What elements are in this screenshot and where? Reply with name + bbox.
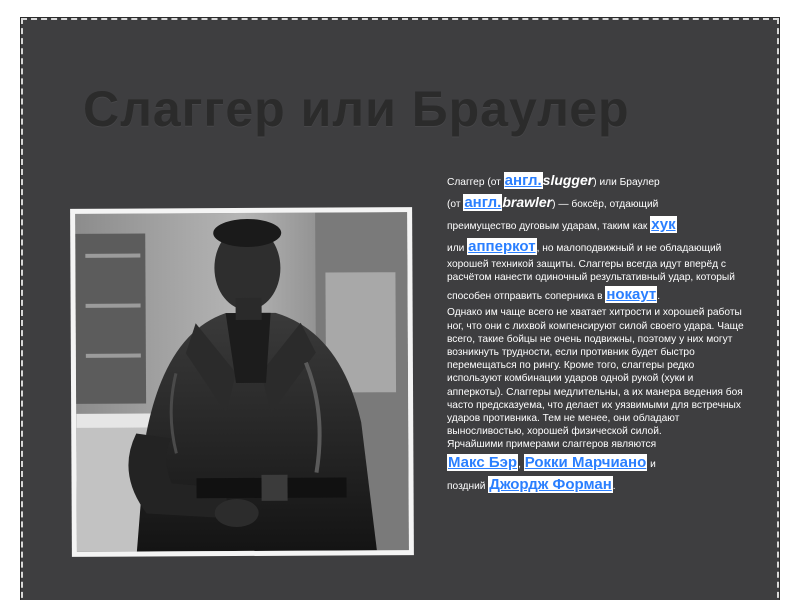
text-segment: ) — боксёр, отдающий (552, 199, 659, 210)
link-max-baer[interactable]: Макс Бэр (448, 453, 518, 471)
link-george-foreman[interactable]: Джордж Форман (489, 475, 612, 493)
text-segment: ) или Браулер (593, 177, 660, 188)
text-segment: Слаггер (от (447, 177, 504, 188)
boxer-photo (75, 212, 409, 552)
text-segment: преимущество дуговым ударам, таким как (447, 221, 651, 232)
body-text (447, 170, 747, 496)
text-segment: или (447, 243, 468, 254)
term-slugger: slugger (542, 172, 594, 188)
slide-title: Слаггер или Браулер (83, 81, 630, 137)
photo-frame (70, 207, 414, 557)
link-hook[interactable]: хук (651, 216, 676, 233)
text-segment: способен отправить соперника в (447, 291, 606, 303)
link-uppercut[interactable]: апперкот (468, 238, 536, 255)
link-knockout[interactable]: нокаут (606, 286, 657, 304)
text-segment: Однако им чаще всего не хватает хитрости и хорошей работы ног, что они с лихвой компенсируют силой своего удара. Чаще всего, такие бойцы не очень подвижны, поэтому у них могут возникнуть трудности, если противник будет быстро перемещаться по рингу. Кроме того, слаггеры редко используют комбинации ударов одной рукой (хуки и апперкоты). Слаггеры медлительны, а их манера ведения боя часто предсказуема, что делает их уязвимыми для встречных ударов противника. Тем не менее, они обладают выносливостью, хорошей физической силой. (447, 307, 744, 438)
text-segment: (от (447, 199, 464, 210)
text-segment: Ярчайшими примерами слаггеров являются (447, 439, 657, 451)
text-segment: , (518, 458, 524, 470)
text-segment: поздний (447, 480, 489, 492)
link-english[interactable]: англ. (504, 172, 542, 189)
text-segment: , но малоподвижный и не обладающий хорошей техникой защиты. Слаггеры всегда идут вперёд с расчётом нанести одиночный результативный удар, который (447, 243, 735, 284)
term-brawler: brawler (502, 194, 553, 210)
boxer-photo-image (75, 212, 409, 552)
link-rocky-marciano[interactable]: Рокки Марчиано (524, 453, 647, 471)
text-segment: . (657, 291, 661, 303)
text-segment: . (612, 480, 616, 492)
slide (21, 18, 779, 600)
link-english[interactable]: англ. (464, 194, 502, 211)
text-segment: и (647, 458, 656, 470)
